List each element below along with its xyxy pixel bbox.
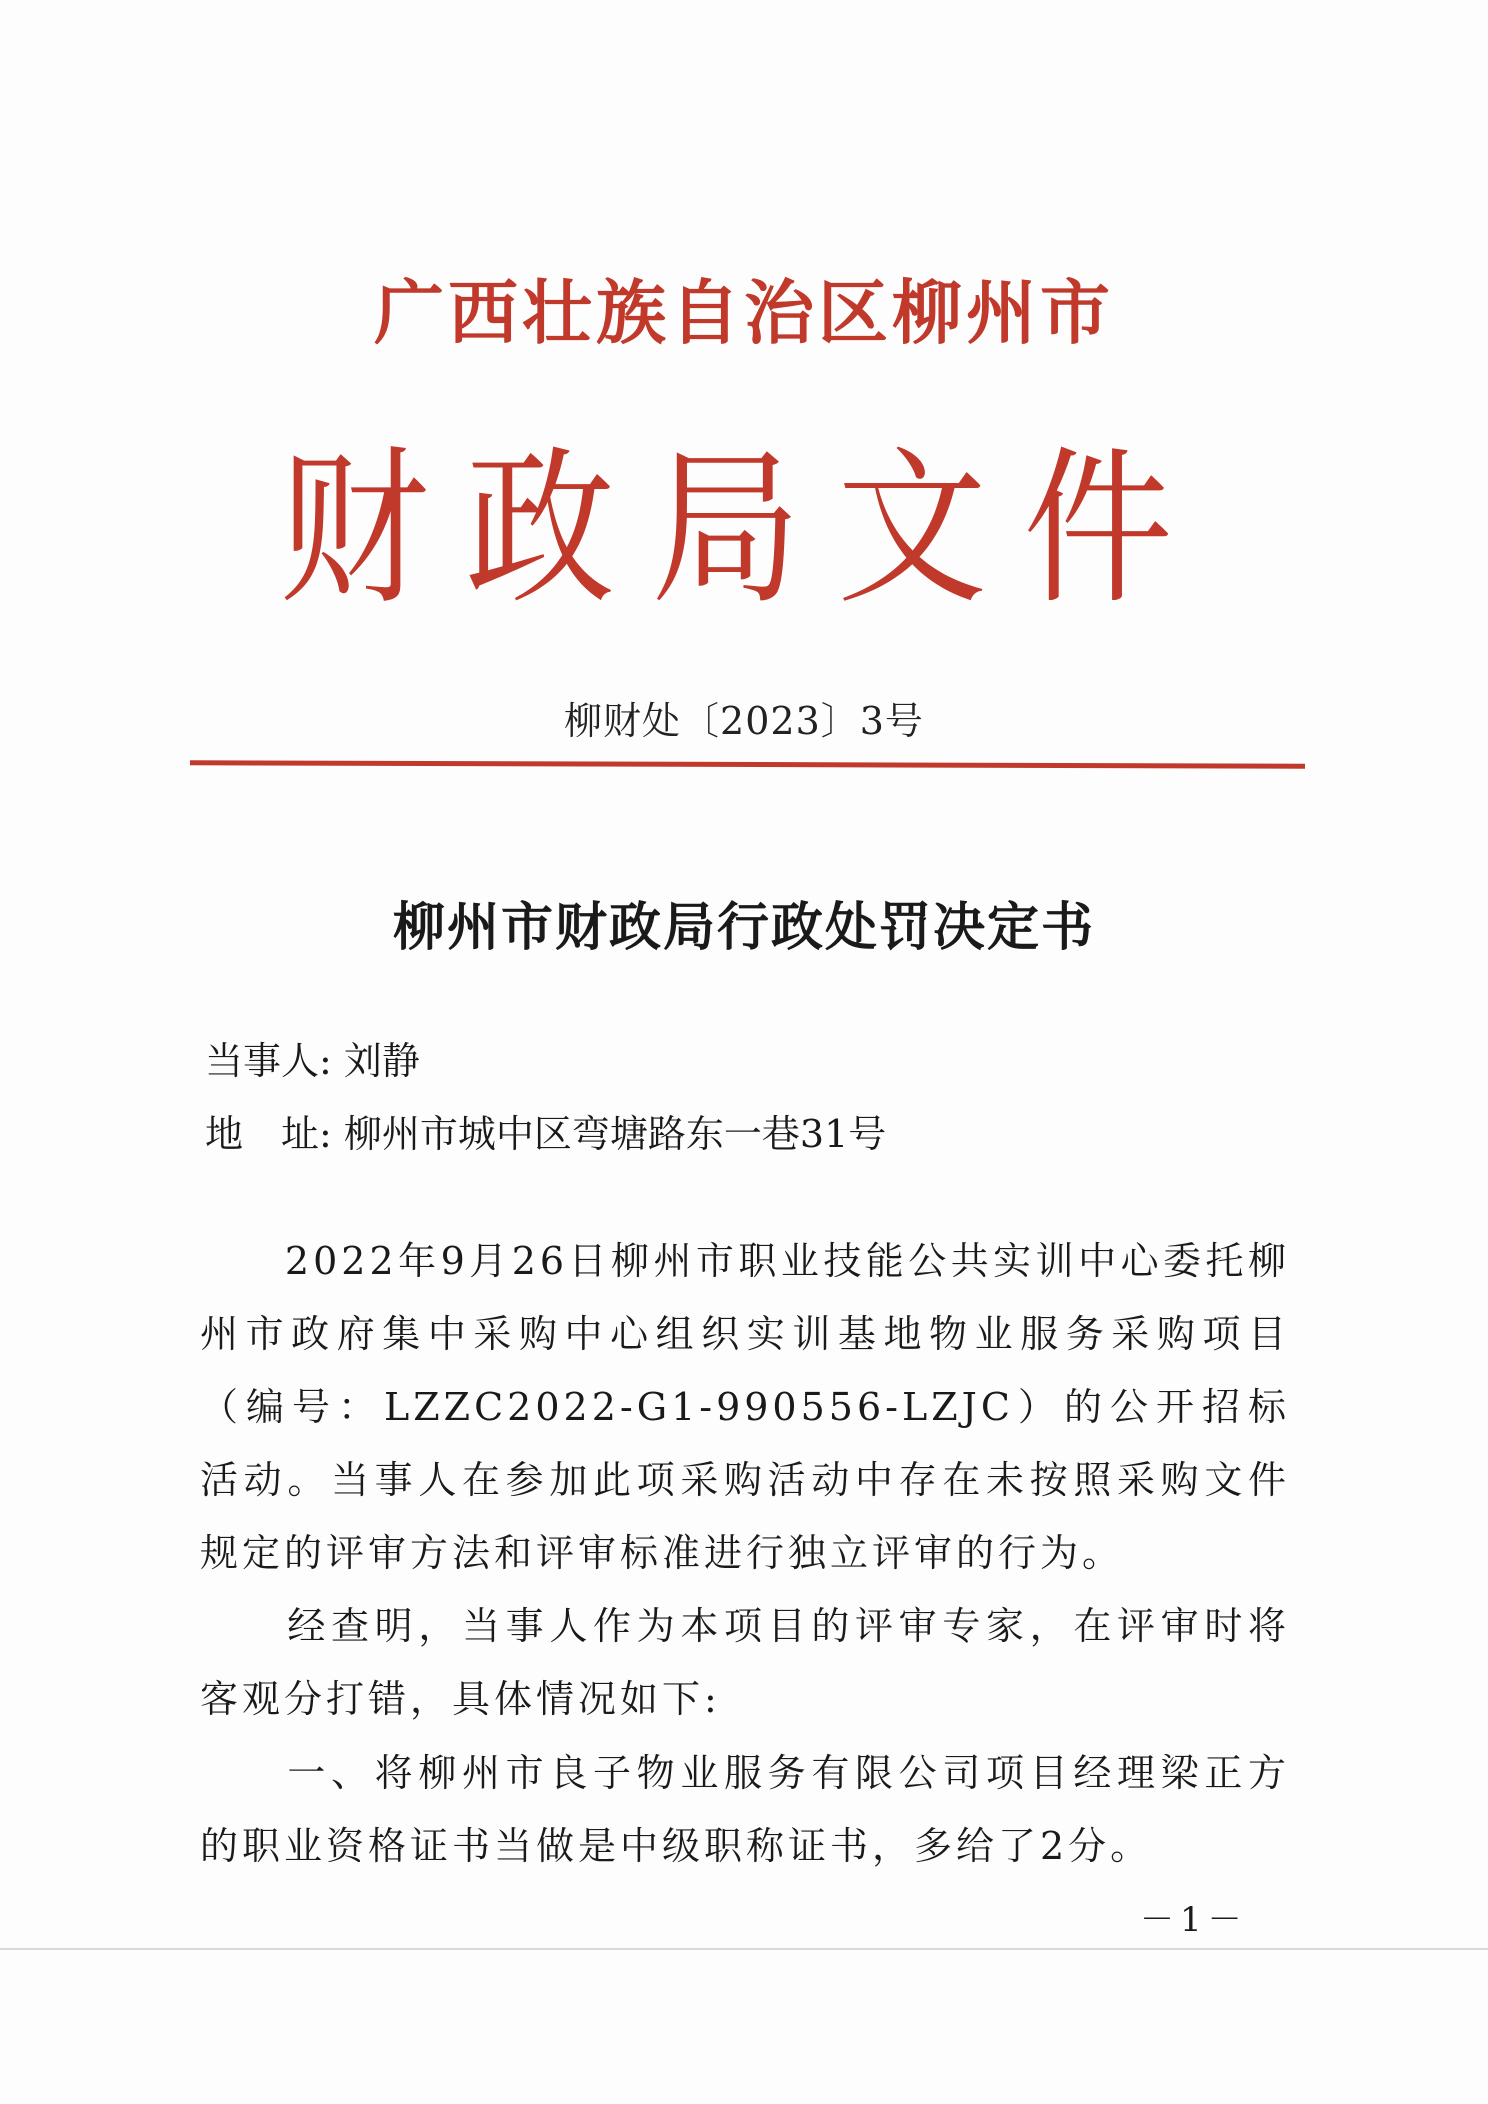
document-number: 柳财处〔2023〕3号 (564, 699, 924, 743)
paragraph-findings: 经查明，当事人作为本项目的评审专家，在评审时将客观分打错，具体情况如下: (200, 1604, 1290, 1721)
page-number: －1－ (1140, 1900, 1248, 1940)
address-label: 地 址: (205, 1112, 332, 1156)
party-value: 刘静 (343, 1039, 420, 1083)
scan-edge-line (0, 1948, 1488, 1950)
red-separator-rule (190, 760, 1305, 769)
paragraph-background: 2022年9月26日柳州市职业技能公共实训中心委托柳州市政府集中采购中心组织实训基地物业服务采购项目（编号：LZZC2022-G1-990556-LZJC）的公开招标活动。当事人在参加此项采购活动中存在未按照采购文件规定的评审方法和评审标准进行独立评审的行为。 (200, 1239, 1290, 1575)
issuer-region: 广西壮族自治区柳州市 (374, 271, 1114, 354)
page-title: 柳州市财政局行政处罚决定书 (392, 897, 1095, 958)
party-field (205, 1030, 420, 1085)
address-value: 柳州市城中区弯塘路东一巷31号 (343, 1112, 887, 1156)
address-field (205, 1103, 886, 1158)
party-label: 当事人: (205, 1039, 332, 1083)
paragraph-finding-one: 一、将柳州市良子物业服务有限公司项目经理梁正方的职业资格证书当做是中级职称证书，多给了2分。 (200, 1751, 1290, 1868)
issuer-document-heading: 财政局文件 (278, 432, 1209, 628)
